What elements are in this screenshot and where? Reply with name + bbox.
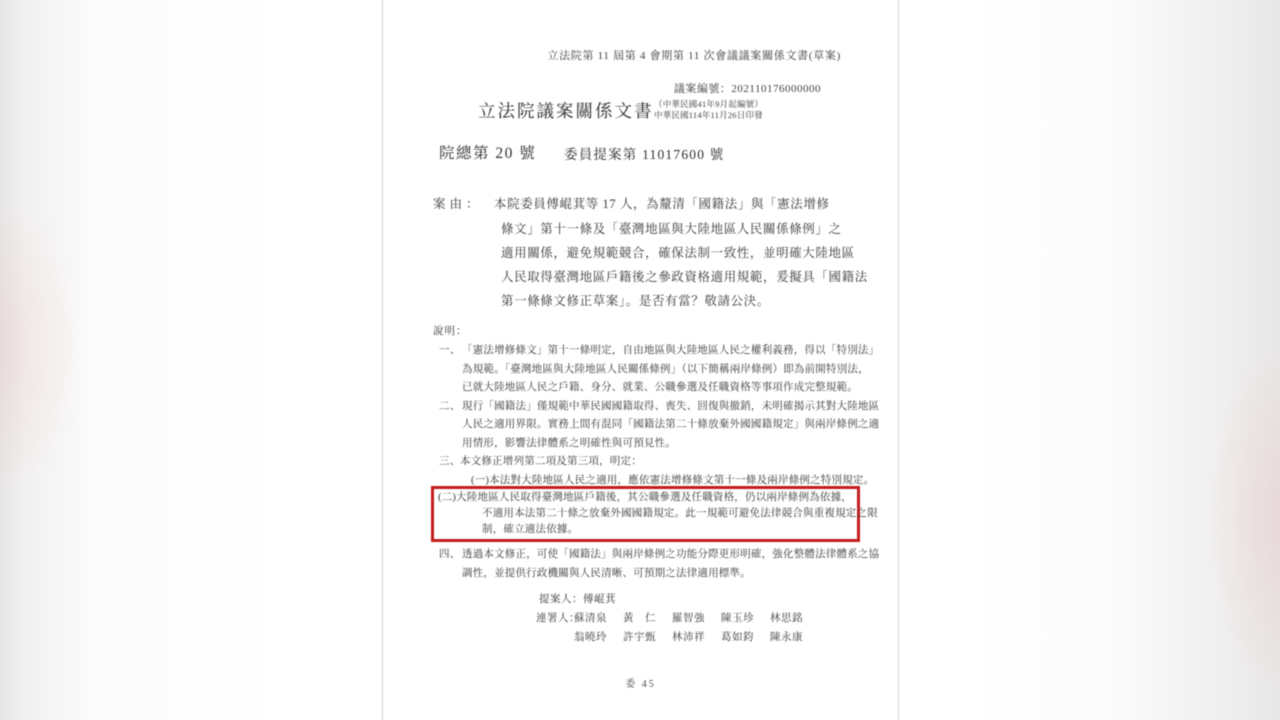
cosigner-name: 陳玉珍 <box>721 613 754 624</box>
title-note-line2: 中華民國114年11月26日印發 <box>654 109 763 120</box>
cosigner-name: 羅智強 <box>672 613 705 624</box>
explanation-label: 說明： <box>433 326 468 337</box>
cosigner-name: 蘇清泉 <box>574 613 607 624</box>
case-line: 本院委員傅崐萁等 17 人，為釐清「國籍法」與「憲法增修 <box>494 197 830 211</box>
highlight-line: 不適用本法第二十條之放棄外國國籍規定。此一規範可避免法律競合與重複規定之限 <box>482 508 878 519</box>
explanation-line: 為規範。「臺灣地區與大陸地區人民關係條例」（以下簡稱兩岸條例）即為前開特別法， <box>462 364 869 375</box>
case-line: 第一條條文修正草案」。是否有當？敬請公決。 <box>501 294 770 308</box>
case-line: 適用關係，避免規範競合，確保法制一致性，並明確大陸地區 <box>501 246 855 260</box>
explanation-line: 調性，並提供行政機關與人民清晰、可預期之法律適用標準。 <box>462 568 751 579</box>
case-line: 人民取得臺灣地區戶籍後之參政資格適用規範，爰擬具「國籍法 <box>501 270 868 284</box>
cosigner-name: 林思銘 <box>770 613 803 624</box>
case-label: 案由： <box>433 197 483 211</box>
document-title: 立法院議案關係文書 <box>478 101 654 121</box>
cosigner-name: 許宇甄 <box>623 632 656 643</box>
explanation-line: 「憲法增修條文」第十一條明定，自由地區與大陸地區人民之權利義務，得以「特別法」 <box>462 345 880 356</box>
document-page <box>382 0 899 720</box>
bill-number: 議案編號：202110176000000 <box>673 83 821 95</box>
explanation-line: 本文修正增列第二項及第三項，明定： <box>460 456 642 467</box>
explanation-line: 透過本文修正，可使「國籍法」與兩岸條例之功能分際更形明確，強化整體法律體系之協 <box>462 549 880 560</box>
title-date-note <box>654 99 763 120</box>
cosigner-label: 連署人： <box>536 613 580 624</box>
proposer-label: 提案人： <box>539 594 583 605</box>
explanation-line: 人民之適用界限。實務上間有混同「國籍法第二十條放棄外國國籍規定」與兩岸條例之適 <box>462 419 880 430</box>
proposer-row <box>539 593 616 606</box>
proposer-name: 傅崐萁 <box>583 594 616 605</box>
cosigner-name: 翁曉玲 <box>574 632 607 643</box>
title-note-line1: （中華民國41年9月起編號） <box>654 99 764 109</box>
explanation-line: 已就大陸地區人民之戶籍、身分、就業、公職參選及任職資格等事項作成完整規範。 <box>462 382 858 393</box>
highlight-box <box>431 486 878 542</box>
case-line: 條文」第十一條及「臺灣地區與大陸地區人民關係條例」之 <box>501 222 842 236</box>
item1-marker: 一、 <box>439 345 461 356</box>
cosigner-row <box>574 612 819 625</box>
cosigner-name: 陳永康 <box>770 632 803 643</box>
cosigner-name: 葛如鈞 <box>721 632 754 643</box>
cosigner-name: 林沛祥 <box>672 632 705 643</box>
explanation-line: 現行「國籍法」僅規範中華民國國籍取得、喪失、回復與撤銷，未明確揭示其對大陸地區 <box>462 401 880 412</box>
session-header: 立法院第 11 屆第 4 會期第 11 次會議議案關係文書(草案) <box>547 50 841 62</box>
highlight-line: (二)大陸地區人民取得臺灣地區戶籍後，其公職參選及任職資格，仍以兩岸條例為依據， <box>438 492 852 503</box>
explanation-line: 用情形，影響法律體系之明確性與可預見性。 <box>462 438 676 449</box>
item4-marker: 四、 <box>439 549 461 560</box>
item3-marker: 三、 <box>439 456 461 467</box>
item2-marker: 二、 <box>439 401 461 412</box>
subitem-1-line: (一)本法對大陸地區人民之適用，應依憲法增修條文第十一條及兩岸條例之特別規定。 <box>471 475 875 486</box>
general-number: 院總第 20 號 <box>439 145 537 162</box>
highlight-line: 制，確立適法依據。 <box>482 524 579 535</box>
page-number: 委 45 <box>625 679 656 690</box>
cosigner-row <box>574 631 819 644</box>
proposal-number: 委員提案第 11017600 號 <box>564 147 725 162</box>
cosigner-name: 黃 仁 <box>623 613 656 624</box>
